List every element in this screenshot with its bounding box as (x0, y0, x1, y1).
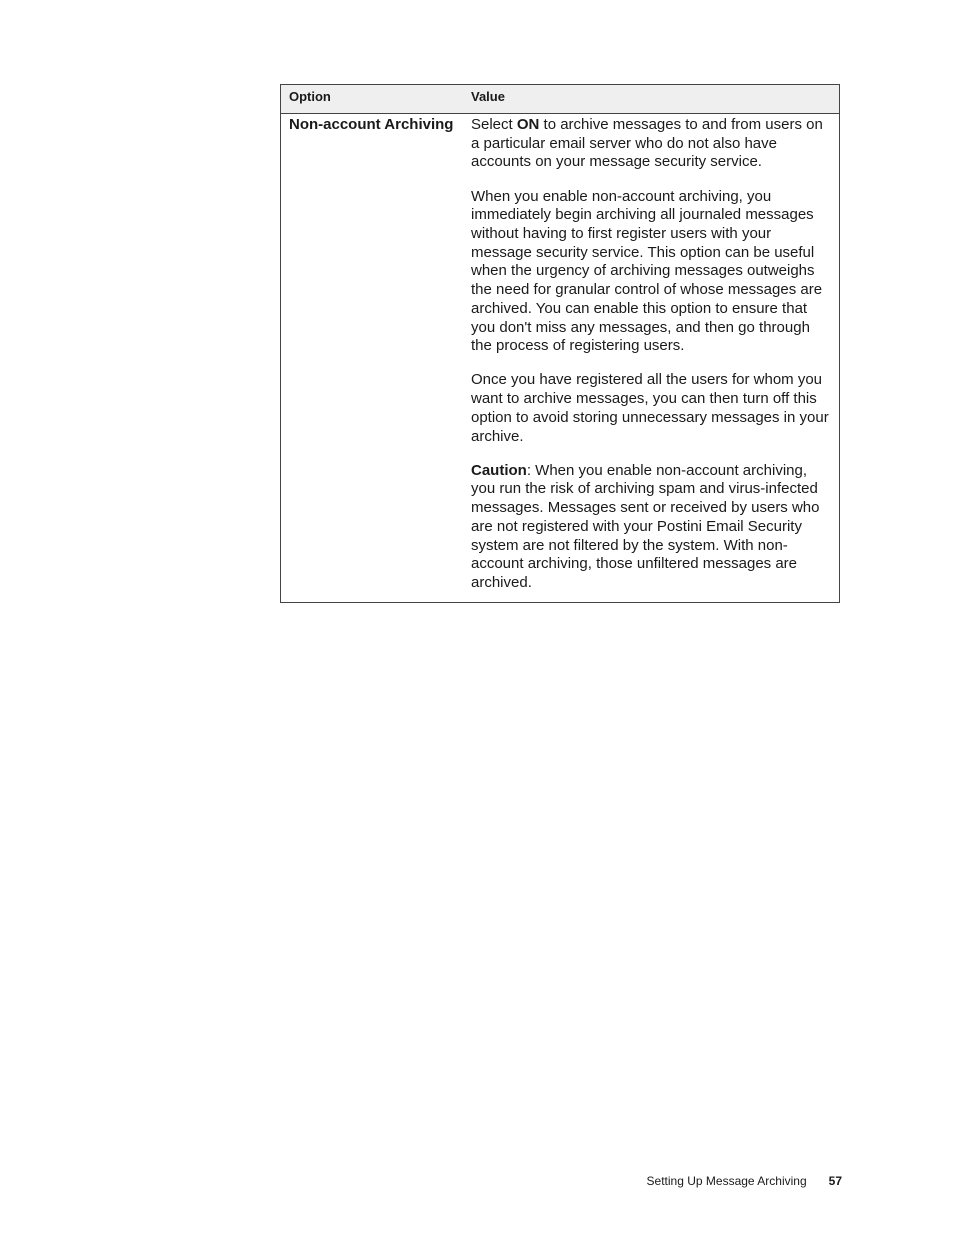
value-paragraph-3: Once you have registered all the users for whom you want to archive messages, you can then turn off this option to avoid storing unnecessary messages in your archive. (471, 371, 829, 445)
caution-text: : When you enable non-account archiving, you run the risk of archiving spam and virus-infected messages. Messages sent or received by users who are not registered with your Postini Email Security system are not filtered by the system. With non-account archiving, those unfiltered messages are archived. (471, 461, 820, 591)
page-number: 57 (828, 1174, 842, 1188)
on-keyword: ON (516, 116, 540, 133)
value-paragraph-1 (471, 116, 829, 172)
value-description (463, 114, 840, 603)
caution-label: Caution (471, 461, 527, 479)
p1-text-end: to archive messages to and from users on a particular email server who do not also have accounts on your message security service. (471, 116, 823, 171)
p1-text-start: Select (471, 116, 517, 133)
option-name: Non-account Archiving (289, 116, 454, 133)
header-value: Value (463, 85, 840, 114)
header-option: Option (281, 85, 464, 114)
page-footer (560, 1174, 842, 1188)
footer-section-title: Setting Up Message Archiving (646, 1174, 807, 1188)
table-row (281, 114, 840, 603)
table-header-row (281, 85, 840, 114)
value-paragraph-2: When you enable non-account archiving, you immediately begin archiving all journaled messages without having to first register users with your message security service. This option can be useful when the urgency of archiving messages outweighs the need for granular control of whose messages are archived. You can enable this option to ensure that you don't miss any messages, and then go through the process of registering users. (471, 187, 823, 355)
options-table (280, 84, 840, 603)
value-paragraph-4 (471, 462, 829, 593)
